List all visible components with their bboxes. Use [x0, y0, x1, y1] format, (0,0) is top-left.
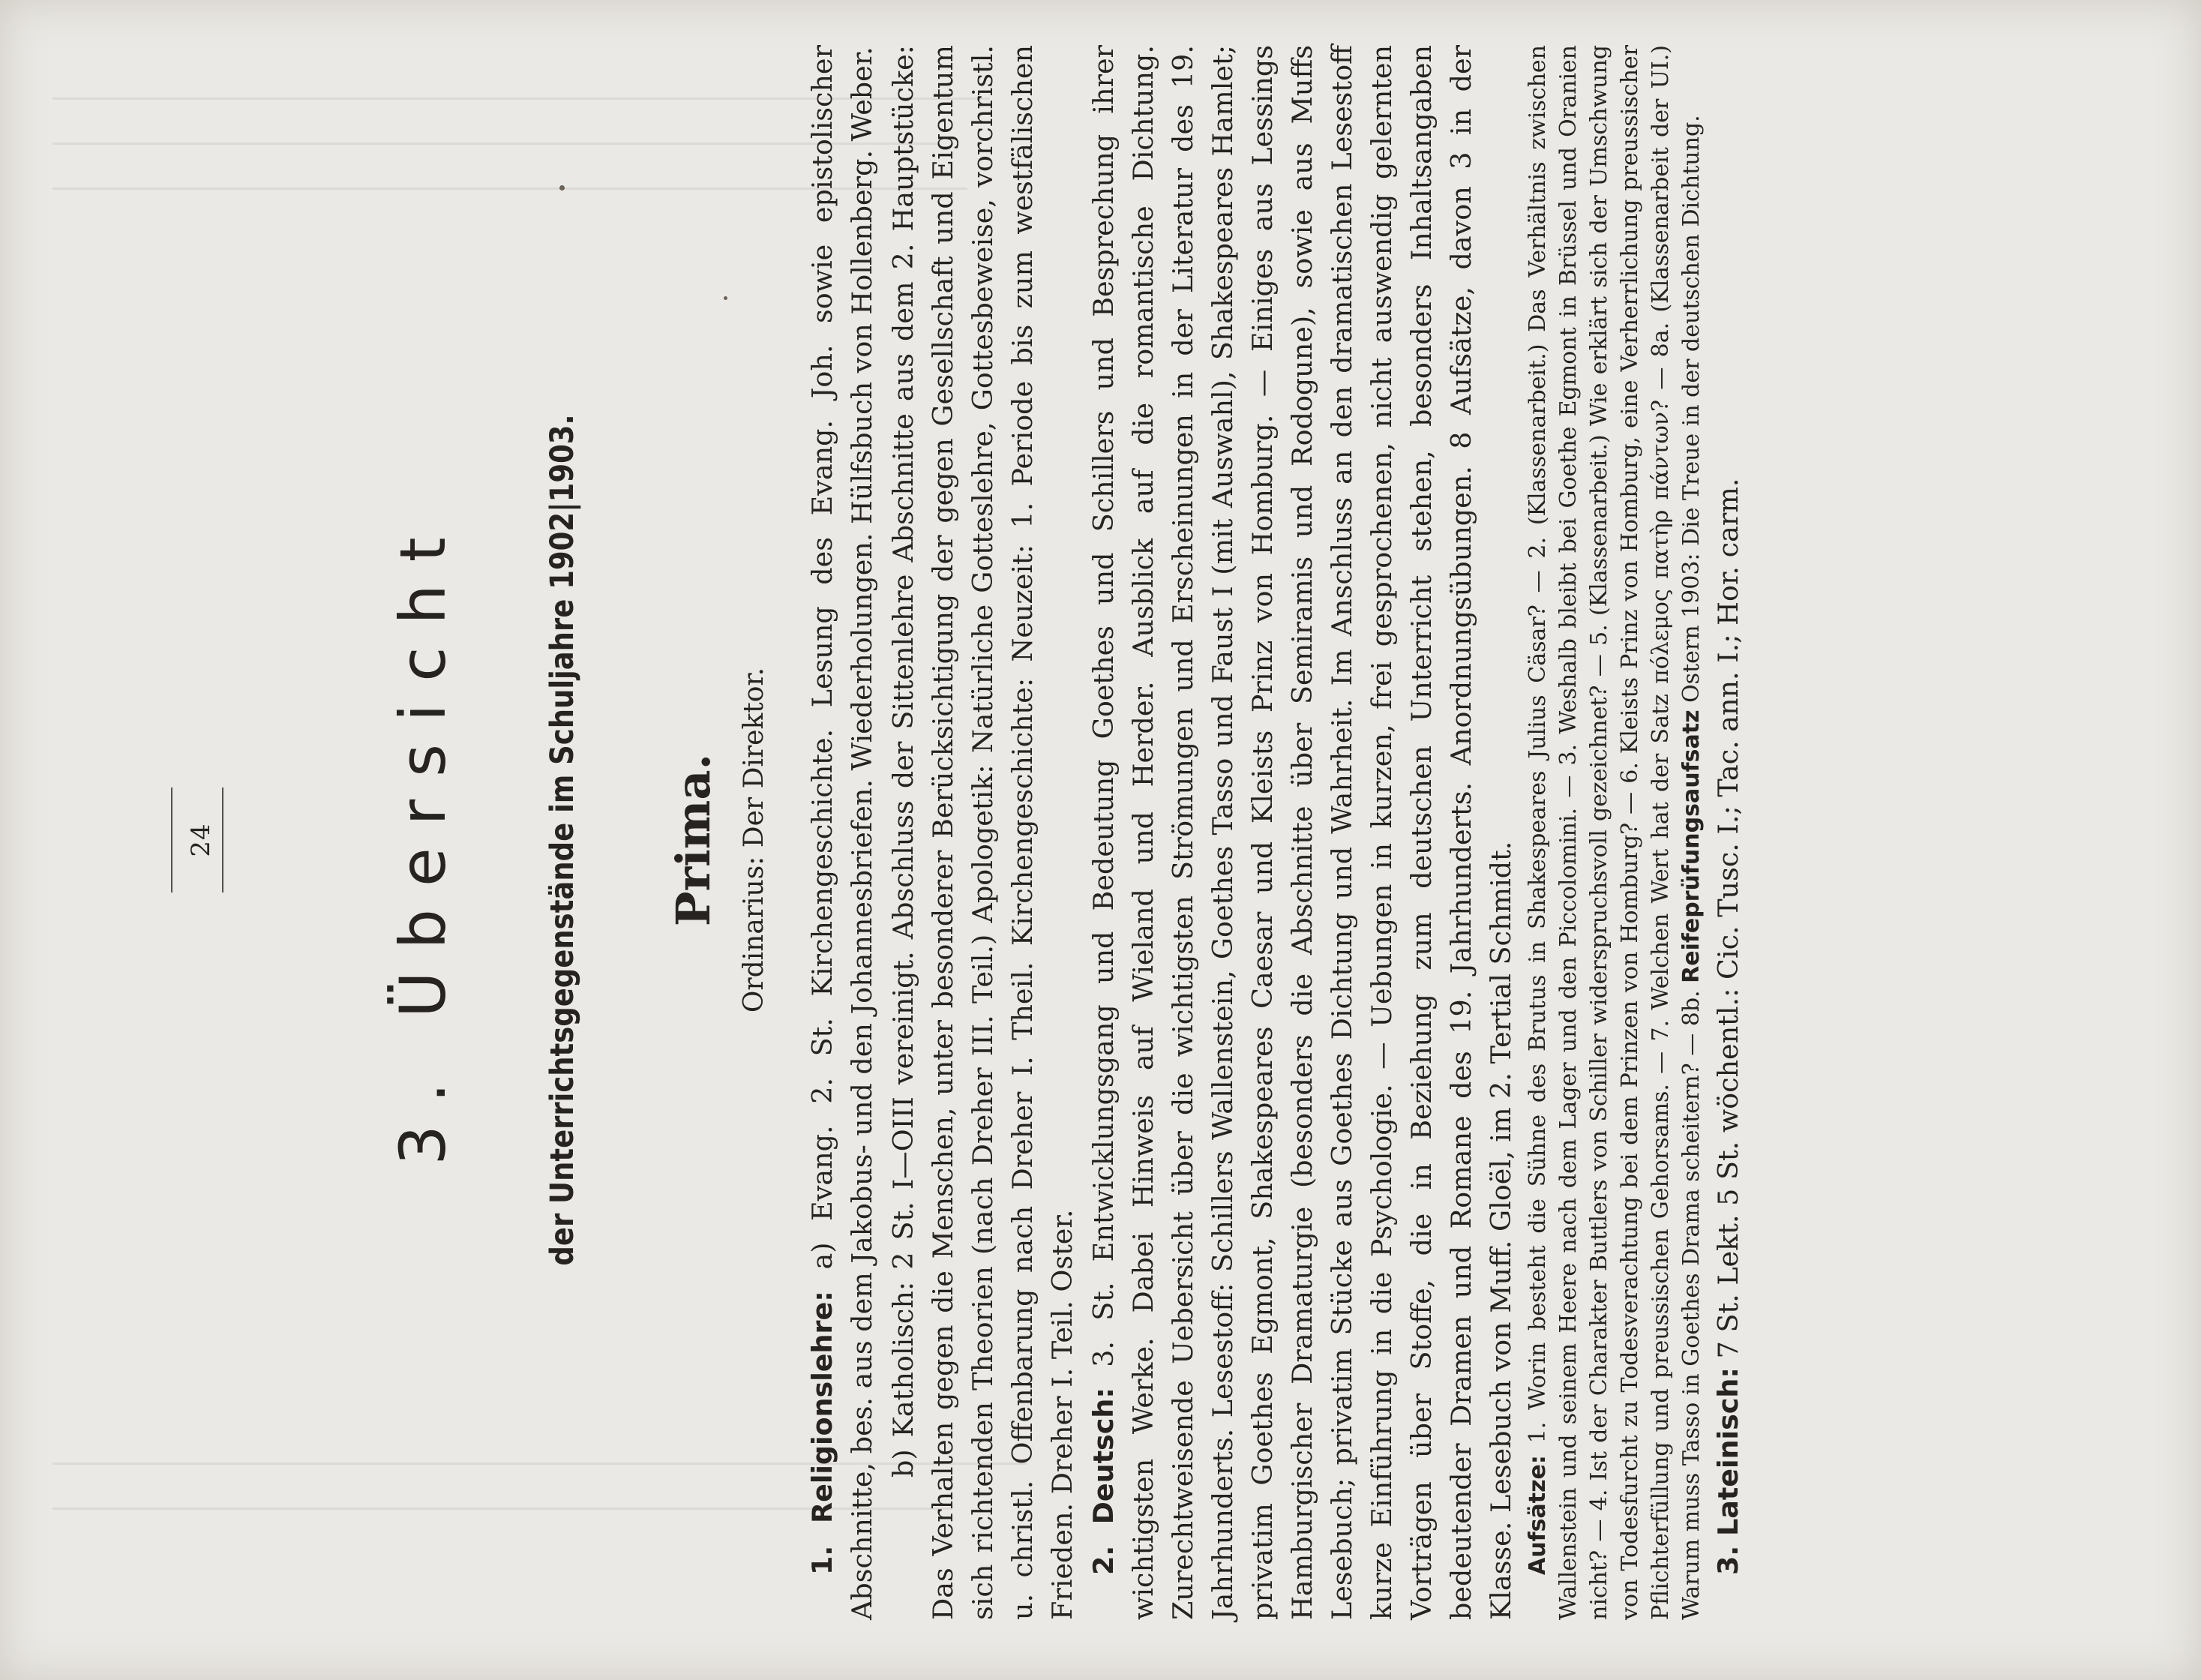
essays-text: 1. Worin besteht die Sühne des Brutus in Shakespeares Julius Cäsar? — 2. (Klassenarbeit.) Das Verhältnis zwischen Wallenstein und seinem Heere nach dem Lager und den Piccolomini. — 3. Weshalb bleibt bei Goethe Egmont in Brüssel und Oranien nicht? — 4. Ist der Charakter Buttlers von Schiller widerspruchsvoll gezeichnet? — 5. (Klassenarbeit.) Wie erklärt sich der Umschwung von Todesfurcht zu Todesverachtung bei dem Prinzen von Homburg? — 6. Kleists Prinz von Homburg, eine Verherrlichung preussischer Pflichterfüllung und preussischen Gehorsams. — 7. Welchen Wert hat der Satz πόλεμος πατὴρ πάντων? — 8a. (Klassenarbeit der UI.) Warum muss Tasso in Goethes Drama scheitern? — 8b.: [1525, 45, 1705, 1620]
class-ordinarius: Ordinarius: Der Direktor.: [739, 667, 769, 1013]
exam-essay-text: Ostern 1903: Die Treue in der deutschen Dichtung.: [1678, 115, 1705, 710]
curriculum-body: [802, 45, 1750, 1620]
essays-label: Aufsätze:: [1525, 1455, 1551, 1575]
latein-text: 7 St. Lekt. 5 St. wöchentl.: Cic. Tusc. I.; Tac. ann. I.; Hor. carm.: [1712, 478, 1744, 1367]
religion-paragraph: [802, 45, 882, 1620]
religion-text: a) Evang. 2. St. Kirchengeschichte. Lesung des Evang. Joh. sowie epistolischer Abschnitte, bes. aus dem Jakobus- und den Johannesbriefen. Wiederholungen. Hülfsbuch von Hollenberg. Weber.: [806, 45, 878, 1620]
deutsch-label: 2. Deutsch:: [1087, 1388, 1120, 1575]
religion-label: 1. Religionslehre:: [806, 1291, 838, 1575]
essays-paragraph: [1522, 45, 1707, 1620]
page-number-rule-top: [171, 788, 172, 892]
page-title: 3. Übersicht: [386, 514, 460, 1166]
deutsch-text: 3. St. Entwicklungsgang und Bedeutung Goethes und Schillers und Besprechung ihrer wichtigsten Werke. Dabei Hinweis auf Wieland und Herder. Ausblick auf die romantische Dichtung. Zurechtweisende Uebersicht über die wichtigsten Strömungen und Erscheinungen in der Literatur des 19. Jahrhunderts. Lesestoff: Schillers Wallenstein, Goethes Tasso und Faust I (mit Auswahl), Shakespeares Hamlet; privatim Goethes Egmont, Shakespeares Caesar und Kleists Prinz von Homburg. — Einiges aus Lessings Hamburgischer Dramaturgie (besonders die Abschnitte über Semiramis und Rodogune), sowie aus Muffs Lesebuch; privatim Stücke aus Goethes Dichtung und Wahrheit. Im Anschluss an den dramatischen Lesestoff kurze Einführung in die Psychologie. — Uebungen in kurzen, frei gesprochenen, nicht auswendig gelernten Vorträgen über Stoffe, die in Beziehung zum deutschen Unterricht stehen, besonders Inhaltsangaben bedeutender Dramen und Romane des 19. Jahrhunderts. Anordnungsübungen. 8 Aufsätze, davon 3 in der Klasse. Lesebuch von Muff. Gloël, im 2. Tertial Schmidt.: [1087, 45, 1517, 1620]
page-number-rule-bottom: [222, 788, 223, 892]
deutsch-paragraph: [1084, 45, 1521, 1620]
latein-label: 3. Lateinisch:: [1712, 1366, 1744, 1575]
class-title: Prima.: [666, 753, 721, 927]
religion-catholic-text: b) Katholisch: 2 St. I—OIII vereinigt. Abschluss der Sittenlehre Abschnitte aus dem 2. Hauptstücke: Das Verhalten gegen die Menschen, unter besonderer Berücksichtigung der gegen Gesellschaft und Eigentum sich richtenden Theorien (nach Dreher III. Teil.) Apologetik: Natürliche Gotteslehre, Gottesbeweise, vorchristl. u. christl. Offenbarung nach Dreher I. Theil. Kirchengeschichte: Neuzeit: 1. Periode bis zum westfälischen Frieden. Dreher I. Teil. Oster.: [887, 45, 1078, 1620]
religion-catholic-paragraph: [883, 45, 1082, 1620]
page-number: 24: [186, 823, 216, 857]
exam-essay-label: Reifeprüfungsaufsatz: [1678, 710, 1705, 983]
page-subtitle: der Unterrichtsgegenstände im Schuljahre 1902|1903.: [544, 414, 581, 1266]
latein-paragraph: [1708, 45, 1748, 1620]
